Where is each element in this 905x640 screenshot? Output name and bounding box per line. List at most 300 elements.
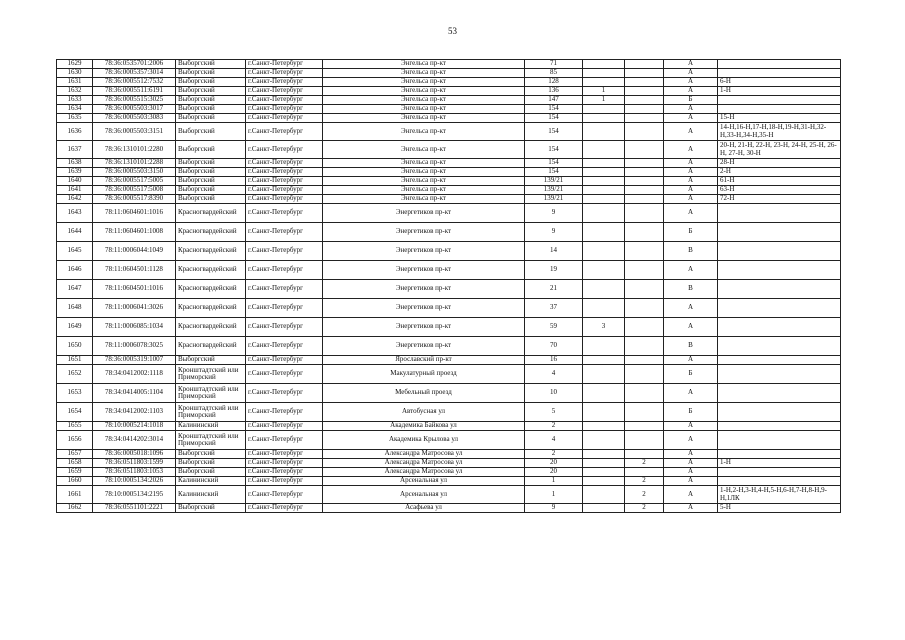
- cell-building-number: [583, 403, 625, 422]
- cell-district: Выборгский: [176, 450, 246, 459]
- cell-house-number: 147: [525, 96, 583, 105]
- cell-premises: [718, 468, 841, 477]
- cell-street: Энгельса пр-кт: [323, 159, 525, 168]
- cell-structure-number: [625, 123, 664, 141]
- cell-city: г.Санкт-Петербург: [246, 504, 323, 513]
- cell-street: Энгельса пр-кт: [323, 114, 525, 123]
- cell-district: Выборгский: [176, 168, 246, 177]
- cell-city: г.Санкт-Петербург: [246, 356, 323, 365]
- cell-letter: А: [664, 261, 718, 280]
- cell-city: г.Санкт-Петербург: [246, 141, 323, 159]
- cell-building-number: [583, 261, 625, 280]
- cell-structure-number: [625, 96, 664, 105]
- cell-district: Выборгский: [176, 177, 246, 186]
- cell-street: Энгельса пр-кт: [323, 141, 525, 159]
- table-row: [57, 186, 841, 195]
- cell-city: г.Санкт-Петербург: [246, 168, 323, 177]
- cell-building-number: [583, 431, 625, 450]
- cell-building-number: [583, 105, 625, 114]
- cell-street: Энергетиков пр-кт: [323, 261, 525, 280]
- cell-letter: А: [664, 159, 718, 168]
- cell-row-number: 1646: [57, 261, 93, 280]
- cell-letter: А: [664, 356, 718, 365]
- cell-district: Кронштадтский или Приморский: [176, 403, 246, 422]
- cell-district: Выборгский: [176, 186, 246, 195]
- cell-premises: 20-Н, 21-Н, 22-Н, 23-Н, 24-Н, 25-Н, 26-Н, 27-Н, 30-Н: [718, 141, 841, 159]
- cell-city: г.Санкт-Петербург: [246, 486, 323, 504]
- cell-house-number: 4: [525, 365, 583, 384]
- cell-letter: Б: [664, 365, 718, 384]
- cell-district: Выборгский: [176, 114, 246, 123]
- cell-letter: А: [664, 114, 718, 123]
- page-number: 53: [448, 26, 457, 36]
- cell-house-number: 85: [525, 69, 583, 78]
- cell-cadastral-number: 78:36:0005511:6191: [93, 87, 176, 96]
- cell-city: г.Санкт-Петербург: [246, 177, 323, 186]
- cell-building-number: [583, 280, 625, 299]
- cell-district: Выборгский: [176, 123, 246, 141]
- cell-cadastral-number: 78:36:1310101:2288: [93, 159, 176, 168]
- cell-building-number: [583, 123, 625, 141]
- cell-letter: А: [664, 78, 718, 87]
- cell-row-number: 1650: [57, 337, 93, 356]
- cell-cadastral-number: 78:36:0005357:3014: [93, 69, 176, 78]
- cell-street: Энгельса пр-кт: [323, 195, 525, 204]
- cell-row-number: 1638: [57, 159, 93, 168]
- cell-row-number: 1631: [57, 78, 93, 87]
- table-row: [57, 168, 841, 177]
- cell-street: Макулатурный проезд: [323, 365, 525, 384]
- cell-district: Красногвардейский: [176, 223, 246, 242]
- cell-street: Арсенальная ул: [323, 486, 525, 504]
- cell-premises: [718, 422, 841, 431]
- cell-row-number: 1630: [57, 69, 93, 78]
- cell-premises: [718, 60, 841, 69]
- table-row: [57, 159, 841, 168]
- cell-cadastral-number: 78:36:0005517:5008: [93, 186, 176, 195]
- cell-premises: 14-Н,16-Н,17-Н,18-Н,19-Н,31-Н,32-Н,33-Н,34-Н,35-Н: [718, 123, 841, 141]
- cell-district: Выборгский: [176, 195, 246, 204]
- cell-letter: А: [664, 177, 718, 186]
- cell-letter: А: [664, 69, 718, 78]
- cell-district: Выборгский: [176, 105, 246, 114]
- cell-cadastral-number: 78:10:0005134:2195: [93, 486, 176, 504]
- cell-cadastral-number: 78:36:0005503:3151: [93, 123, 176, 141]
- cell-structure-number: [625, 450, 664, 459]
- table-row: [57, 114, 841, 123]
- cell-street: Энергетиков пр-кт: [323, 223, 525, 242]
- cell-house-number: 20: [525, 459, 583, 468]
- cell-city: г.Санкт-Петербург: [246, 223, 323, 242]
- cell-premises: 2-Н: [718, 168, 841, 177]
- cell-letter: А: [664, 299, 718, 318]
- cell-building-number: [583, 141, 625, 159]
- cell-premises: [718, 69, 841, 78]
- cell-city: г.Санкт-Петербург: [246, 337, 323, 356]
- cell-premises: [718, 299, 841, 318]
- cell-cadastral-number: 78:11:0006085:1034: [93, 318, 176, 337]
- cell-street: Александра Матросова ул: [323, 459, 525, 468]
- cell-building-number: [583, 168, 625, 177]
- cell-letter: А: [664, 60, 718, 69]
- cell-city: г.Санкт-Петербург: [246, 299, 323, 318]
- cell-district: Кронштадтский или Приморский: [176, 384, 246, 403]
- cell-structure-number: [625, 299, 664, 318]
- cell-structure-number: [625, 60, 664, 69]
- cell-letter: В: [664, 242, 718, 261]
- cell-city: г.Санкт-Петербург: [246, 280, 323, 299]
- cell-street: Энгельса пр-кт: [323, 87, 525, 96]
- cell-structure-number: [625, 223, 664, 242]
- cell-premises: [718, 261, 841, 280]
- cell-letter: А: [664, 450, 718, 459]
- cell-city: г.Санкт-Петербург: [246, 261, 323, 280]
- cell-letter: А: [664, 431, 718, 450]
- cell-district: Выборгский: [176, 468, 246, 477]
- cell-street: Александра Матросова ул: [323, 450, 525, 459]
- cell-letter: А: [664, 105, 718, 114]
- cell-letter: А: [664, 204, 718, 223]
- cell-premises: 61-Н: [718, 177, 841, 186]
- cell-row-number: 1645: [57, 242, 93, 261]
- cell-city: г.Санкт-Петербург: [246, 318, 323, 337]
- cell-row-number: 1660: [57, 477, 93, 486]
- table-row: [57, 403, 841, 422]
- cell-city: г.Санкт-Петербург: [246, 431, 323, 450]
- table-row: [57, 365, 841, 384]
- cell-row-number: 1654: [57, 403, 93, 422]
- cell-street: Ярославский пр-кт: [323, 356, 525, 365]
- cell-premises: [718, 431, 841, 450]
- cell-street: Асафьева ул: [323, 504, 525, 513]
- cell-district: Выборгский: [176, 504, 246, 513]
- table-row: [57, 195, 841, 204]
- cell-house-number: 9: [525, 223, 583, 242]
- table-row: [57, 450, 841, 459]
- table-row: [57, 280, 841, 299]
- cell-street: Энгельса пр-кт: [323, 105, 525, 114]
- cell-cadastral-number: 78:36:0005517:5005: [93, 177, 176, 186]
- cell-structure-number: 2: [625, 504, 664, 513]
- cell-city: г.Санкт-Петербург: [246, 477, 323, 486]
- cell-cadastral-number: 78:34:0412002:1118: [93, 365, 176, 384]
- table-row: [57, 177, 841, 186]
- cell-cadastral-number: 78:36:0005319:1007: [93, 356, 176, 365]
- cell-cadastral-number: 78:36:0005517:8390: [93, 195, 176, 204]
- cell-building-number: [583, 242, 625, 261]
- cell-building-number: [583, 299, 625, 318]
- cell-district: Выборгский: [176, 60, 246, 69]
- cell-cadastral-number: 78:10:0005134:2026: [93, 477, 176, 486]
- cell-row-number: 1633: [57, 96, 93, 105]
- cell-street: Энгельса пр-кт: [323, 78, 525, 87]
- cell-house-number: 19: [525, 261, 583, 280]
- cell-letter: А: [664, 195, 718, 204]
- cell-cadastral-number: 78:11:0006044:1049: [93, 242, 176, 261]
- cell-structure-number: 2: [625, 477, 664, 486]
- cell-house-number: 139/21: [525, 177, 583, 186]
- cell-street: Академика Байкова ул: [323, 422, 525, 431]
- cell-cadastral-number: 78:36:0005515:3025: [93, 96, 176, 105]
- cell-row-number: 1637: [57, 141, 93, 159]
- cell-cadastral-number: 78:36:0005512:7532: [93, 78, 176, 87]
- cell-structure-number: 2: [625, 459, 664, 468]
- cell-row-number: 1656: [57, 431, 93, 450]
- cell-district: Выборгский: [176, 356, 246, 365]
- cell-letter: А: [664, 468, 718, 477]
- cell-district: Красногвардейский: [176, 299, 246, 318]
- table-row: [57, 422, 841, 431]
- cell-structure-number: [625, 105, 664, 114]
- cell-row-number: 1632: [57, 87, 93, 96]
- cell-building-number: [583, 177, 625, 186]
- cell-street: Энергетиков пр-кт: [323, 204, 525, 223]
- cell-row-number: 1651: [57, 356, 93, 365]
- cell-city: г.Санкт-Петербург: [246, 242, 323, 261]
- cell-building-number: [583, 60, 625, 69]
- cell-district: Калининский: [176, 477, 246, 486]
- cell-building-number: [583, 477, 625, 486]
- cell-house-number: 10: [525, 384, 583, 403]
- table-body: [57, 60, 841, 513]
- cell-structure-number: [625, 318, 664, 337]
- cell-building-number: [583, 337, 625, 356]
- cell-structure-number: [625, 242, 664, 261]
- cell-house-number: 154: [525, 168, 583, 177]
- cell-building-number: [583, 384, 625, 403]
- cell-letter: А: [664, 422, 718, 431]
- cell-street: Энергетиков пр-кт: [323, 318, 525, 337]
- cell-cadastral-number: 78:36:0005018:1096: [93, 450, 176, 459]
- cell-house-number: 154: [525, 159, 583, 168]
- cell-house-number: 9: [525, 204, 583, 223]
- cell-row-number: 1643: [57, 204, 93, 223]
- cell-cadastral-number: 78:36:0511803:1599: [93, 459, 176, 468]
- cell-structure-number: [625, 69, 664, 78]
- cell-row-number: 1634: [57, 105, 93, 114]
- table-row: [57, 504, 841, 513]
- cell-structure-number: [625, 168, 664, 177]
- cell-premises: 1-Н: [718, 459, 841, 468]
- cell-house-number: 59: [525, 318, 583, 337]
- cell-house-number: 154: [525, 105, 583, 114]
- cell-structure-number: [625, 141, 664, 159]
- cell-structure-number: [625, 78, 664, 87]
- cell-structure-number: [625, 195, 664, 204]
- cell-street: Энгельса пр-кт: [323, 60, 525, 69]
- cell-house-number: 14: [525, 242, 583, 261]
- table-row: [57, 78, 841, 87]
- cell-letter: А: [664, 87, 718, 96]
- cell-district: Красногвардейский: [176, 204, 246, 223]
- cell-city: г.Санкт-Петербург: [246, 114, 323, 123]
- cell-structure-number: [625, 261, 664, 280]
- cell-row-number: 1629: [57, 60, 93, 69]
- cell-cadastral-number: 78:36:1310101:2280: [93, 141, 176, 159]
- cell-letter: А: [664, 141, 718, 159]
- table-row: [57, 60, 841, 69]
- cell-premises: 72-Н: [718, 195, 841, 204]
- table-row: [57, 223, 841, 242]
- cell-premises: 6-Н: [718, 78, 841, 87]
- cell-city: г.Санкт-Петербург: [246, 123, 323, 141]
- cell-district: Красногвардейский: [176, 242, 246, 261]
- cell-district: Выборгский: [176, 87, 246, 96]
- cell-city: г.Санкт-Петербург: [246, 365, 323, 384]
- cell-street: Энгельса пр-кт: [323, 96, 525, 105]
- cell-cadastral-number: 78:11:0006078:3025: [93, 337, 176, 356]
- cell-structure-number: [625, 280, 664, 299]
- cell-district: Выборгский: [176, 78, 246, 87]
- cell-letter: Б: [664, 403, 718, 422]
- cell-street: Энергетиков пр-кт: [323, 242, 525, 261]
- cell-row-number: 1640: [57, 177, 93, 186]
- cell-row-number: 1659: [57, 468, 93, 477]
- cell-premises: [718, 242, 841, 261]
- cell-letter: Б: [664, 223, 718, 242]
- cell-letter: А: [664, 486, 718, 504]
- cell-premises: [718, 477, 841, 486]
- cell-building-number: [583, 114, 625, 123]
- cell-letter: А: [664, 168, 718, 177]
- cell-letter: В: [664, 280, 718, 299]
- cell-city: г.Санкт-Петербург: [246, 403, 323, 422]
- cell-structure-number: [625, 177, 664, 186]
- cell-city: г.Санкт-Петербург: [246, 204, 323, 223]
- cell-house-number: 128: [525, 78, 583, 87]
- cell-cadastral-number: 78:36:0535701:2006: [93, 60, 176, 69]
- cell-structure-number: [625, 384, 664, 403]
- table-row: [57, 337, 841, 356]
- cell-row-number: 1642: [57, 195, 93, 204]
- cell-district: Выборгский: [176, 159, 246, 168]
- cell-structure-number: [625, 87, 664, 96]
- cell-house-number: 1: [525, 477, 583, 486]
- table-row: [57, 242, 841, 261]
- cell-letter: А: [664, 384, 718, 403]
- cell-building-number: [583, 223, 625, 242]
- cell-row-number: 1636: [57, 123, 93, 141]
- cell-house-number: 37: [525, 299, 583, 318]
- cell-premises: [718, 403, 841, 422]
- cell-premises: [718, 450, 841, 459]
- cell-building-number: [583, 186, 625, 195]
- cell-building-number: [583, 422, 625, 431]
- cell-street: Энгельса пр-кт: [323, 123, 525, 141]
- cell-city: г.Санкт-Петербург: [246, 186, 323, 195]
- cell-letter: В: [664, 337, 718, 356]
- cell-row-number: 1639: [57, 168, 93, 177]
- cell-street: Академика Крылова ул: [323, 431, 525, 450]
- cell-street: Энгельса пр-кт: [323, 177, 525, 186]
- cell-house-number: 1: [525, 486, 583, 504]
- cell-city: г.Санкт-Петербург: [246, 78, 323, 87]
- cell-structure-number: 2: [625, 486, 664, 504]
- cell-row-number: 1655: [57, 422, 93, 431]
- table-row: [57, 204, 841, 223]
- table-row: [57, 384, 841, 403]
- cell-building-number: [583, 504, 625, 513]
- cell-structure-number: [625, 337, 664, 356]
- cell-cadastral-number: 78:36:0005503:3150: [93, 168, 176, 177]
- cell-premises: [718, 337, 841, 356]
- table-row: [57, 468, 841, 477]
- table-row: [57, 141, 841, 159]
- cell-building-number: [583, 69, 625, 78]
- cell-city: г.Санкт-Петербург: [246, 450, 323, 459]
- cell-row-number: 1652: [57, 365, 93, 384]
- cell-row-number: 1653: [57, 384, 93, 403]
- cell-house-number: 4: [525, 431, 583, 450]
- cell-house-number: 154: [525, 114, 583, 123]
- cell-premises: [718, 105, 841, 114]
- cell-district: Красногвардейский: [176, 280, 246, 299]
- cell-premises: [718, 280, 841, 299]
- cell-cadastral-number: 78:34:0412002:1103: [93, 403, 176, 422]
- cell-house-number: 70: [525, 337, 583, 356]
- cell-house-number: 16: [525, 356, 583, 365]
- cell-house-number: 139/21: [525, 186, 583, 195]
- cell-city: г.Санкт-Петербург: [246, 96, 323, 105]
- cell-row-number: 1648: [57, 299, 93, 318]
- cell-city: г.Санкт-Петербург: [246, 459, 323, 468]
- cell-structure-number: [625, 468, 664, 477]
- cell-building-number: [583, 365, 625, 384]
- cell-row-number: 1644: [57, 223, 93, 242]
- cell-cadastral-number: 78:34:0414202:3014: [93, 431, 176, 450]
- cell-structure-number: [625, 403, 664, 422]
- cell-premises: [718, 318, 841, 337]
- cell-building-number: [583, 468, 625, 477]
- cell-structure-number: [625, 186, 664, 195]
- cell-house-number: 154: [525, 123, 583, 141]
- cell-letter: А: [664, 459, 718, 468]
- cell-cadastral-number: 78:36:0005503:3083: [93, 114, 176, 123]
- cell-house-number: 2: [525, 450, 583, 459]
- cell-letter: А: [664, 477, 718, 486]
- cell-house-number: 9: [525, 504, 583, 513]
- cell-premises: 5-Н: [718, 504, 841, 513]
- cell-premises: 1-Н,2-Н,3-Н,4-Н,5-Н,6-Н,7-Н,8-Н,9-Н,1ЛК: [718, 486, 841, 504]
- cell-house-number: 71: [525, 60, 583, 69]
- cell-row-number: 1635: [57, 114, 93, 123]
- cell-house-number: 20: [525, 468, 583, 477]
- cell-row-number: 1641: [57, 186, 93, 195]
- cell-premises: [718, 384, 841, 403]
- table-row: [57, 459, 841, 468]
- cell-structure-number: [625, 431, 664, 450]
- cell-street: Энгельса пр-кт: [323, 69, 525, 78]
- cell-house-number: 154: [525, 141, 583, 159]
- cell-structure-number: [625, 159, 664, 168]
- cell-city: г.Санкт-Петербург: [246, 60, 323, 69]
- cell-cadastral-number: 78:11:0604601:1008: [93, 223, 176, 242]
- cell-district: Выборгский: [176, 141, 246, 159]
- cell-letter: А: [664, 504, 718, 513]
- cell-letter: А: [664, 318, 718, 337]
- cell-structure-number: [625, 422, 664, 431]
- cell-structure-number: [625, 204, 664, 223]
- cell-city: г.Санкт-Петербург: [246, 422, 323, 431]
- cell-district: Красногвардейский: [176, 261, 246, 280]
- cell-premises: [718, 96, 841, 105]
- cell-premises: [718, 365, 841, 384]
- cell-district: Красногвардейский: [176, 318, 246, 337]
- cell-building-number: [583, 486, 625, 504]
- table-row: [57, 261, 841, 280]
- table-row: [57, 318, 841, 337]
- table-row: [57, 123, 841, 141]
